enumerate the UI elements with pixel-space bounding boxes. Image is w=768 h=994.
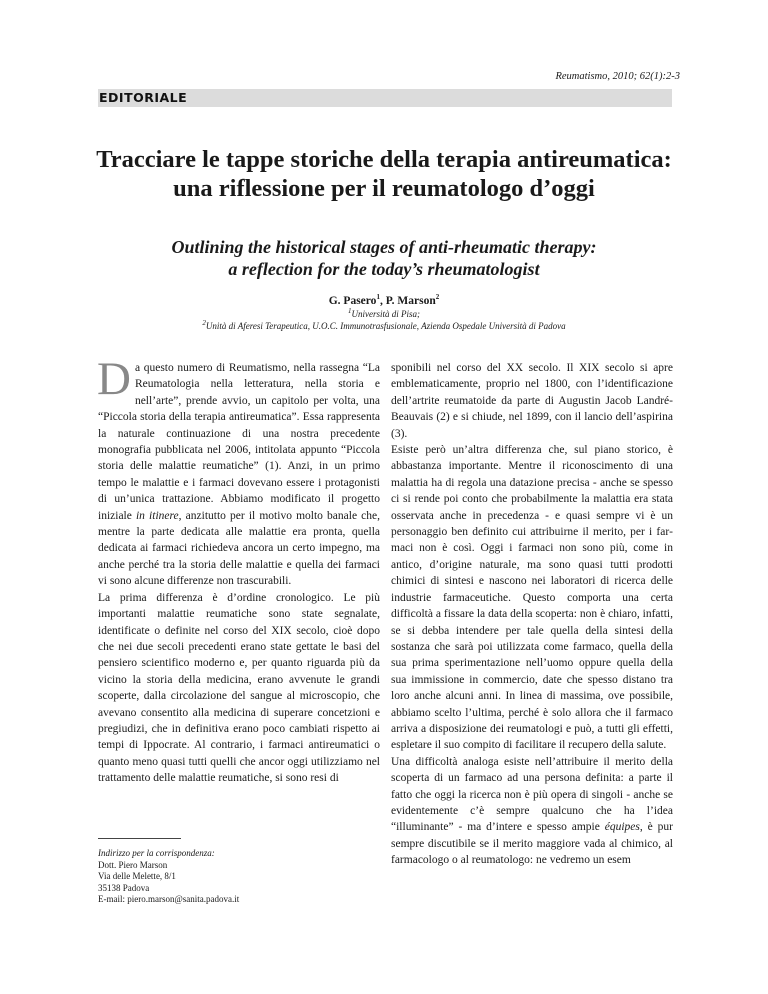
- paragraph-4: Esiste però un’altra differenza che, sul piano storico, è abbastanza importante. Mentre il riconoscimento di una malattia ha di regola una datazione precisa - anche se spesso ci si rende poi conto che probabilmente la malattia era stata osservata anche in precedenza - e quasi sempre vi è un personaggio ben definito cui attribuirne il merito, per i farmaci non è così. Oggi i farmaci non sono più, come in antico, d’origine naturale, ma sono quasi tutti prodotti chimici di sintesi e nascono nei laboratori di ricerca delle industrie farmaceutiche. Questo comporta una certa difficoltà a fissare la data della scoperta: non è chiaro, infatti, se si debba intendere per tale quella della sintesi della sostanza che sarà poi utilizzata come farmaco, quella della sua prima sperimentazione nell’uomo oppure quella della sua immissione in commercio, date che spesso distano tra loro anche alcuni anni. In linea di massima, ove possibile, abbiamo scelto l’ultima, perché è solo allora che il farmaco arriva a disposizione dei reumatologi e può, a tutti gli effetti, espletare il suo compito di facilitare il recupero della salute.: [391, 444, 673, 752]
- footnote-rule: [98, 838, 181, 839]
- author-1-mark: 1: [376, 293, 380, 302]
- correspondence-email[interactable]: E-mail: piero.marson@sanita.padova.it: [98, 894, 240, 904]
- title-line-1: Tracciare le tappe storiche della terapia antireumatica:: [96, 146, 672, 173]
- body-column-left: [97, 353, 381, 787]
- author-1: G. Pasero: [328, 295, 377, 307]
- author-2: P. Marson: [385, 295, 436, 307]
- drop-cap: D: [97, 353, 131, 405]
- affiliation-2-mark: 2: [202, 319, 206, 327]
- title-line-2: una riflessione per il reumatologo d’oggi: [173, 175, 595, 202]
- affiliation-1: [60, 309, 708, 319]
- authors: [60, 295, 708, 307]
- paragraph-3: sponibili nel corso del XX secolo. Il XIX secolo si apre emblematicamente, proprio nel 1800, con l’identificazione dell’artrite reumatoide da parte di Augustin Jacob Landré-Beauvais (2) e si chiude, nel 1899, con il lancio dell’aspirina (3).: [391, 362, 673, 440]
- subtitle-line-2: a reflection for the today’s rheumatologist: [228, 259, 540, 279]
- correspondence-label: Indirizzo per la corrispondenza:: [98, 848, 215, 858]
- journal-reference: Reumatismo, 2010; 62(1):2-3: [555, 71, 680, 82]
- correspondence-footnote: [98, 848, 378, 906]
- paragraph-1-end: , anzitutto per il motivo molto banale che, mentre la parte dedicata alle malattie era pronta, quella dedicata ai farmaci richiedeva ancora un certo impegno, ma anche perché tra la storia delle malattie e quella dei farmaci vi sono alcune differenze non trascurabili.: [98, 509, 381, 588]
- affiliation-1-mark: 1: [348, 307, 352, 315]
- paragraph-1: [97, 353, 381, 590]
- paragraph-5-end: , è pur sempre discutibile se il merito maggiore vada al chimico, al farmacologo o al reumatologo: ne vedremo un esem: [391, 821, 673, 867]
- author-separator: ,: [379, 295, 386, 307]
- subtitle-line-1: Outlining the historical stages of anti-rheumatic therapy:: [171, 237, 597, 257]
- paragraph-1-start: a questo numero di Reumatismo, nella rassegna “La Reumatologia nella letteratura, nella storia e nell’arte”, prende avvio, un capitolo per volta, una “Piccola storia della terapia antireumatica”. Essa rappresenta la naturale continuazione di una nostra precedente monografia pubblicata nel 2006, intitolata appunto “Piccola storia delle malattie reumatiche” (1). Anzi, in un primo tempo le malattie e i farmaci dovevano essere i protagonisti di un’unica trattazione. Abbiamo modificato il progetto iniziale: [98, 362, 380, 522]
- paragraph-5: [391, 754, 673, 869]
- author-2-mark: 2: [435, 293, 440, 302]
- affiliation-2-text: Unità di Aferesi Terapeutica, U.O.C. Immunotrasfusionale, Azienda Ospedale Università di Padova: [205, 321, 566, 331]
- correspondence-street: Via delle Melette, 8/1: [98, 871, 176, 881]
- article-title: [60, 145, 708, 203]
- section-label: EDITORIALE: [99, 90, 188, 105]
- correspondence-city: 35138 Padova: [98, 882, 150, 893]
- paragraph-1-italic: in itinere: [135, 509, 179, 522]
- correspondence-name: Dott. Piero Marson: [98, 859, 168, 870]
- paragraph-5-italic: équipes: [604, 821, 640, 834]
- article-subtitle: [60, 236, 708, 280]
- affiliation-1-text: Università di Pisa;: [351, 309, 420, 319]
- body-column-right: [391, 360, 673, 869]
- paragraph-2: La prima differenza è d’ordine cronologico. Le più importanti malattie reumatiche sono state segnalate, identificate o definite nel corso del XIX secolo, cioè dopo che nei due secoli precedenti erano state gettate le basi del pensiero scientifico moderno e, per quanto riguarda più da vicino la storia della medicina, erano avvenute le grandi scoperte, dalla circolazione del sangue al microscopio, che avevano consentito alla medicina di superare concetzioni e pregiudizi, che in definitiva erano poco cambiati rispetto ai tempi di Ippocrate. Al contrario, i farmaci antireumatici o quanto meno quasi tutti quelli che ancor oggi utilizziamo nel trattamento delle malattie reumatiche, si sono resi di: [98, 591, 380, 785]
- paragraph-5-start: Una difficoltà analoga esiste nell’attribuire il merito della scoperta di un farmaco ad una persona definita: a parte il fatto che oggi la ricerca non è più opera di singoli - anche se evidentemente c’è sempre qualcuno che ha l’idea “illuminante” - ma d’intere e spesso ampie: [391, 755, 673, 834]
- affiliation-2: [60, 321, 708, 331]
